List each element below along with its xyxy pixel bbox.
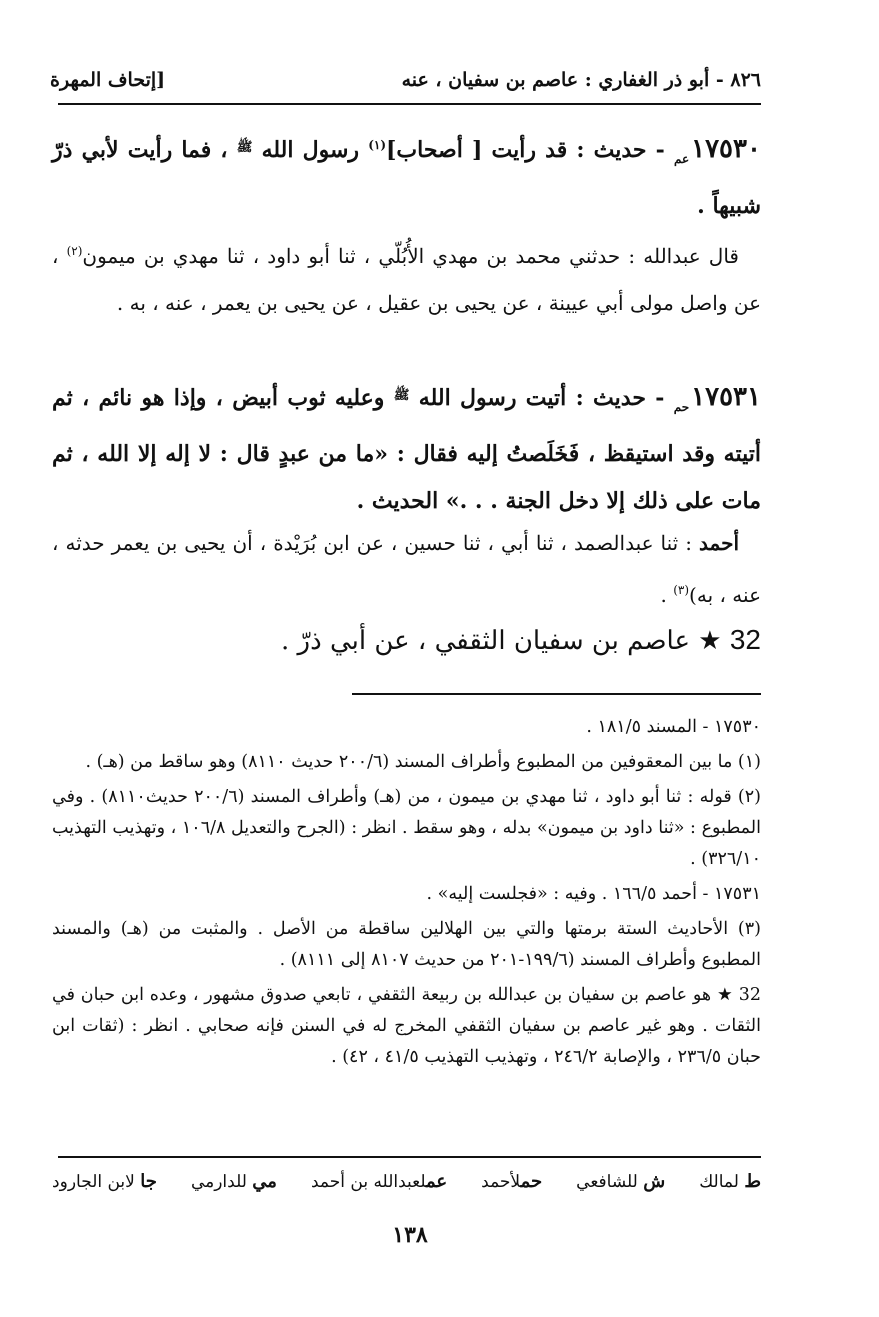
person-entry: [52, 615, 761, 666]
footnotes: [52, 712, 761, 1077]
salla-ligature: ﷺ: [236, 140, 253, 155]
footnote-ref: (٣): [673, 583, 690, 597]
hadith-text: - حديث : أتيت رسول الله: [418, 385, 665, 411]
hadith-text: - حديث : قد رأيت [ أصحاب]: [386, 137, 665, 163]
hadith-text: رسول الله: [261, 137, 360, 163]
footnote-person-32: 32 ★ هو عاصم بن سفيان بن عبدالله بن ربيعة الثقفي ، تابعي صدوق مشهور ، وعده ابن حبان في الثقات . وهو غير عاصم بن سفيان الثقفي المخرج له في السنن فإنه صحابي . انظر : (ثقات ابن حبان ٢٣٦/٥ ، والإصابة ٢٤٦/٢ ، وتهذيب التهذيب ٤١/٥ ، ٤٢) .: [52, 985, 761, 1067]
footnote-divider: [352, 693, 761, 695]
footnote-source-17530: ١٧٥٣٠ - المسند ١٨١/٥ .: [586, 717, 761, 737]
hadith-number: ١٧٥٣١: [691, 382, 761, 412]
hadith-text: وعليه ثوب أبيض ، وإذا هو نائم ، ثم أتيته وقد استيقظ ، فَخَلَصتُ إليه فقال : «ما من عبدٍ قال : لا إله إلا الله ، ثم مات على ذلك إلا دخل الجنة . . .» الحديث .: [52, 385, 761, 514]
source-siglum: حم: [673, 400, 690, 414]
isnad-text: : ثنا عبدالصمد ، ثنا أبي ، ثنا حسين ، عن ابن بُرَيْدة ، أن يحيى بن يعمر حدثه ، عنه ، به): [52, 531, 761, 607]
hadith-17530: [52, 122, 761, 230]
entry-text: عاصم بن سفيان الثقفي ، عن أبي ذرّ .: [281, 626, 690, 656]
source-siglum: عم: [673, 152, 690, 166]
siglum-legend: [52, 1168, 761, 1196]
isnad-17531: [52, 520, 761, 619]
header-section-title: ٨٢٦ - أبو ذر الغفاري : عاصم بن سفيان ، عنه: [401, 69, 761, 91]
header-book-title: [إتحاف المهرة: [50, 69, 166, 91]
footnote-3: (٣) الأحاديث الستة برمتها والتي بين الهلالين ساقطة من الأصل . والمثبت من (هـ) والمسند المطبوع وأطراف المسند (١٩٩/٦-٢٠١ من حديث ٨١٠٧ إلى ٨١١١) .: [52, 919, 761, 970]
hadith-17531: [52, 372, 761, 525]
legend-divider: [58, 1156, 761, 1158]
hadith-number: ١٧٥٣٠: [691, 134, 761, 164]
isnad-author: أحمد: [699, 531, 739, 555]
legend-item: عملعبدالله بن أحمد: [310, 1171, 448, 1192]
salla-ligature: ﷺ: [393, 388, 410, 403]
legend-item: مي للدارمي: [190, 1171, 277, 1192]
footnote-1: (١) ما بين المعقوفين من المطبوع وأطراف المسند (٢٠٠/٦ حديث ٨١١٠) وهو ساقط من (هـ) .: [85, 752, 761, 772]
isnad-17530: [52, 228, 761, 327]
entry-number: 32: [729, 624, 761, 655]
footnote-2: (٢) قوله : ثنا أبو داود ، ثنا مهدي بن ميمون ، من (هـ) وأطراف المسند (٢٠٠/٦ حديث٨١١٠) . وفي المطبوع : «ثنا داود بن ميمون» بدله ، وهو سقط . انظر : (الجرح والتعديل ١٠٦/٨ ، وتهذيب التهذيب ٣٢٦/١٠) .: [52, 787, 761, 869]
legend-item: حملأحمد: [481, 1171, 543, 1192]
hadith-text: ، فما رأيت لأبي ذرّ شبيهاً .: [52, 137, 761, 219]
star-icon: ★: [698, 626, 722, 656]
footnote-ref: (٢): [66, 244, 83, 258]
running-header: [50, 64, 761, 96]
isnad-text: ، عن واصل مولى أبي عيينة ، عن يحيى بن عقيل ، عن يحيى بن يعمر ، عنه ، به .: [52, 244, 761, 315]
legend-item: جا لابن الجارود: [52, 1171, 157, 1192]
footnote-ref: (١): [368, 138, 387, 152]
legend-item: ش للشافعي: [576, 1171, 666, 1192]
isnad-text: قال عبدالله : حدثني محمد بن مهدي الأُبُلّي ، ثنا أبو داود ، ثنا مهدي بن ميمون: [82, 244, 739, 268]
footnote-source-17531: ١٧٥٣١ - أحمد ١٦٦/٥ . وفيه : «فجلست إليه» .: [426, 884, 761, 904]
page-number: ١٣٨: [392, 1222, 428, 1248]
isnad-text: .: [660, 583, 667, 607]
header-divider: [58, 103, 761, 105]
legend-item: ط لمالك: [699, 1171, 761, 1192]
